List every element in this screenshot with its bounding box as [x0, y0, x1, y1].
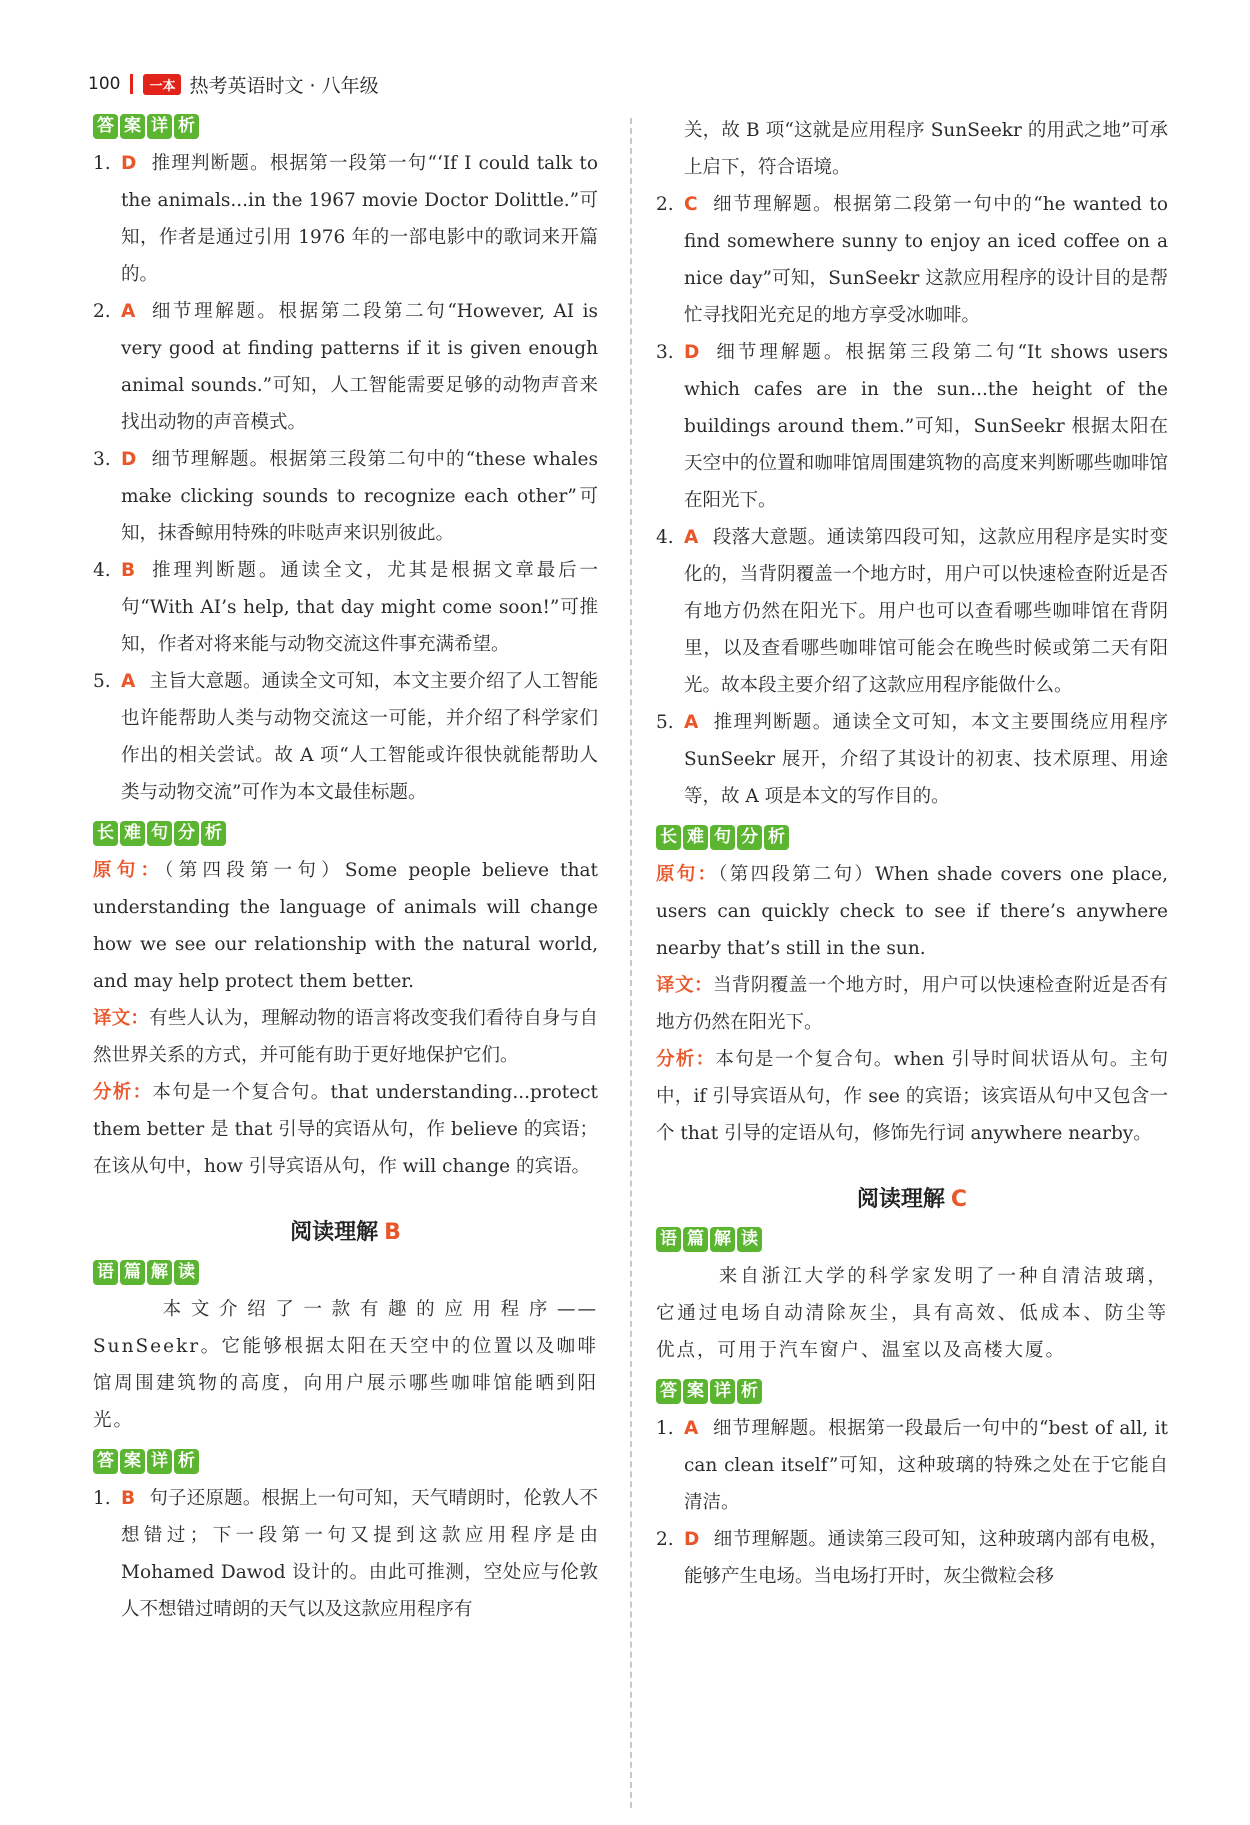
book-title: 热考英语时文 · 八年级 [189, 74, 379, 97]
answer-letter: A [121, 301, 136, 322]
answer-number: 5. [656, 712, 674, 733]
answer-item [93, 293, 598, 441]
answer-explanation: 细节理解题。根据第一段最后一句中的“best of all, it can clean itself”可知，这种玻璃的特殊之处在于它能自清洁。 [684, 1418, 1168, 1513]
answer-number: 1. [656, 1418, 674, 1439]
answer-letter: A [684, 1418, 699, 1439]
section-title-b [93, 1215, 598, 1246]
answer-explanation: 细节理解题。通读第三段可知，这种玻璃内部有电极，能够产生电场。当电场打开时，灰尘微粒会移 [684, 1529, 1168, 1587]
answer-explanation: 推理判断题。通读全文，尤其是根据文章最后一句“With AI’s help, that day might come soon!”可推知，作者对将来能与动物交流这件事充满希望。 [121, 560, 598, 655]
column-divider [630, 118, 632, 1808]
badge-char: 案 [120, 1449, 145, 1474]
original-text: （第四段第二句）When shade covers one place, users can quickly check to see if there’s anywhere nearby that’s still in the sun. [656, 864, 1168, 959]
badge-char: 解 [710, 1227, 735, 1252]
analysis-label: 分析： [656, 1049, 716, 1070]
badge-char: 读 [174, 1260, 199, 1285]
answer-explanation: 句子还原题。根据上一句可知，天气晴朗时，伦敦人不想错过；下一段第一句又提到这款应用程序是由 Mohamed Dawod 设计的。由此可推测，空处应与伦敦人不想错过晴朗的天气以及这款应用程序有 [121, 1488, 598, 1620]
header-divider [130, 74, 133, 94]
answers-badge [656, 1379, 762, 1404]
answer-letter: A [684, 527, 699, 548]
right-column [656, 112, 1168, 1595]
answer-number: 2. [93, 301, 111, 322]
answer-continuation [656, 112, 1168, 186]
answer-number: 3. [93, 449, 111, 470]
answer-letter: C [684, 194, 698, 215]
original-sentence [656, 856, 1168, 967]
answer-number: 1. [93, 153, 111, 174]
answer-number: 3. [656, 342, 674, 363]
badge-char: 案 [683, 1379, 708, 1404]
badge-char: 篇 [120, 1260, 145, 1285]
badge-char: 答 [656, 1379, 681, 1404]
badge-char: 难 [683, 825, 708, 850]
badge-char: 句 [710, 825, 735, 850]
badge-char: 长 [93, 821, 118, 846]
long-sentence-badge [656, 825, 789, 850]
answer-explanation: 细节理解题。根据第二段第二句“However, AI is very good at finding patterns if it is given enough animal sounds.”可知，人工智能需要足够的动物声音来找出动物的声音模式。 [121, 301, 598, 433]
translation-text: 当背阴覆盖一个地方时，用户可以快速检查附近是否有地方仍然在阳光下。 [656, 975, 1168, 1033]
section-letter: C [950, 1187, 968, 1212]
passage-summary [656, 1258, 1168, 1369]
badge-char: 析 [764, 825, 789, 850]
badge-char: 长 [656, 825, 681, 850]
answer-item [656, 1521, 1168, 1595]
page-header [88, 70, 379, 98]
answer-explanation: 细节理解题。根据第二段第一句中的“he wanted to find somewhere sunny to enjoy an iced coffee on a nice day”可知，SunSeekr 这款应用程序的设计目的是帮忙寻找阳光充足的地方享受冰咖啡。 [684, 194, 1168, 326]
summary-text: 来自浙江大学的科学家发明了一种自清洁玻璃，它通过电场自动清除灰尘，具有高效、低成本、防尘等优点，可用于汽车窗户、温室以及高楼大厦。 [656, 1266, 1168, 1361]
badge-char: 析 [737, 1379, 762, 1404]
answers-badge [93, 1449, 199, 1474]
answer-number: 5. [93, 671, 111, 692]
badge-char: 案 [120, 114, 145, 139]
answer-letter: A [684, 712, 699, 733]
analysis-text: 本句是一个复合句。that understanding...protect them better 是 that 引导的宾语从句，作 believe 的宾语；在该从句中，how 引导宾语从句，作 will change 的宾语。 [93, 1082, 598, 1177]
answer-explanation: 推理判断题。根据第一段第一句“‘If I could talk to the animals...in the 1967 movie Doctor Dolittle.”可知，作者是通过引用 1976 年的一部电影中的歌词来开篇的。 [121, 153, 598, 285]
summary-text: 本文介绍了一款有趣的应用程序——SunSeekr。它能够根据太阳在天空中的位置以及咖啡馆周围建筑物的高度，向用户展示哪些咖啡馆能晒到阳光。 [93, 1299, 598, 1431]
badge-char: 语 [93, 1260, 118, 1285]
badge-char: 析 [201, 821, 226, 846]
answer-explanation: 细节理解题。根据第三段第二句“It shows users which cafes are in the sun...the height of the buildings around them.”可知，SunSeekr 根据太阳在天空中的位置和咖啡馆周围建筑物的高度来判断哪些咖啡馆在阳光下。 [684, 342, 1168, 511]
badge-char: 分 [737, 825, 762, 850]
badge-char: 析 [174, 114, 199, 139]
answer-letter: D [684, 342, 700, 363]
translation [93, 1000, 598, 1074]
original-sentence [93, 852, 598, 1000]
answer-item [93, 145, 598, 293]
intro-badge [93, 1260, 199, 1285]
answer-item [93, 441, 598, 552]
translation-label: 译文： [656, 975, 713, 996]
answer-item [656, 519, 1168, 704]
long-sentence-badge [93, 821, 226, 846]
translation-label: 译文： [93, 1008, 150, 1029]
answer-explanation: 细节理解题。根据第三段第二句中的“these whales make clicking sounds to recognize each other”可知，抹香鲸用特殊的咔哒声来识别彼此。 [121, 449, 598, 544]
answer-letter: D [121, 153, 137, 174]
analysis [93, 1074, 598, 1185]
page-number: 100 [88, 74, 121, 94]
answer-item [93, 552, 598, 663]
continuation-text: 关，故 B 项“这就是应用程序 SunSeekr 的用武之地”可承上启下，符合语境。 [684, 120, 1168, 178]
answer-number: 4. [656, 527, 674, 548]
badge-char: 篇 [683, 1227, 708, 1252]
badge-char: 析 [174, 1449, 199, 1474]
answer-number: 2. [656, 1529, 674, 1550]
badge-char: 解 [147, 1260, 172, 1285]
analysis-label: 分析： [93, 1082, 153, 1103]
original-text: （第四段第一句）Some people believe that understanding the language of animals will change how we see our relationship with the natural world, and may help protect them better. [93, 860, 598, 992]
badge-char: 读 [737, 1227, 762, 1252]
badge-char: 语 [656, 1227, 681, 1252]
badge-char: 分 [174, 821, 199, 846]
answer-item [93, 1480, 598, 1628]
section-title-text: 阅读理解 [290, 1220, 379, 1245]
section-letter: B [384, 1220, 401, 1245]
publisher-logo: 一本 [143, 74, 181, 95]
original-label: 原句： [656, 864, 719, 885]
answer-explanation: 主旨大意题。通读全文可知，本文主要介绍了人工智能也许能帮助人类与动物交流这一可能，并介绍了科学家们作出的相关尝试。故 A 项“人工智能或许很快就能帮助人类与动物交流”可作为本文最佳标题。 [121, 671, 598, 803]
answer-item [93, 663, 598, 811]
section-title-text: 阅读理解 [856, 1187, 945, 1212]
analysis [656, 1041, 1168, 1152]
badge-char: 详 [147, 1449, 172, 1474]
answer-letter: B [121, 1488, 136, 1509]
badge-char: 答 [93, 114, 118, 139]
answer-item [656, 186, 1168, 334]
answer-item [656, 334, 1168, 519]
badge-char: 详 [147, 114, 172, 139]
answer-item [656, 704, 1168, 815]
translation [656, 967, 1168, 1041]
passage-summary [93, 1291, 598, 1439]
answer-number: 4. [93, 560, 111, 581]
badge-char: 详 [710, 1379, 735, 1404]
original-label: 原句： [93, 860, 165, 881]
translation-text: 有些人认为，理解动物的语言将改变我们看待自身与自然世界关系的方式，并可能有助于更好地保护它们。 [93, 1008, 598, 1066]
answer-number: 1. [93, 1488, 111, 1509]
section-title-c [656, 1182, 1168, 1213]
answer-explanation: 段落大意题。通读第四段可知，这款应用程序是实时变化的，当背阴覆盖一个地方时，用户可以快速检查附近是否有地方仍然在阳光下。用户也可以查看哪些咖啡馆在背阴里，以及查看哪些咖啡馆可能会在晚些时候或第二天有阳光。故本段主要介绍了这款应用程序能做什么。 [684, 527, 1168, 696]
badge-char: 句 [147, 821, 172, 846]
answer-explanation: 推理判断题。通读全文可知，本文主要围绕应用程序 SunSeekr 展开，介绍了其设计的初衷、技术原理、用途等，故 A 项是本文的写作目的。 [684, 712, 1168, 807]
answer-letter: B [121, 560, 136, 581]
answer-letter: A [121, 671, 136, 692]
answer-number: 2. [656, 194, 674, 215]
intro-badge [656, 1227, 762, 1252]
analysis-text: 本句是一个复合句。when 引导时间状语从句。主句中，if 引导宾语从句，作 see 的宾语；该宾语从句中又包含一个 that 引导的定语从句，修饰先行词 anywhere nearby。 [656, 1049, 1168, 1144]
answer-letter: D [684, 1529, 700, 1550]
badge-char: 难 [120, 821, 145, 846]
left-column [93, 112, 598, 1628]
answer-letter: D [121, 449, 137, 470]
answer-item [656, 1410, 1168, 1521]
answers-badge [93, 114, 199, 139]
badge-char: 答 [93, 1449, 118, 1474]
